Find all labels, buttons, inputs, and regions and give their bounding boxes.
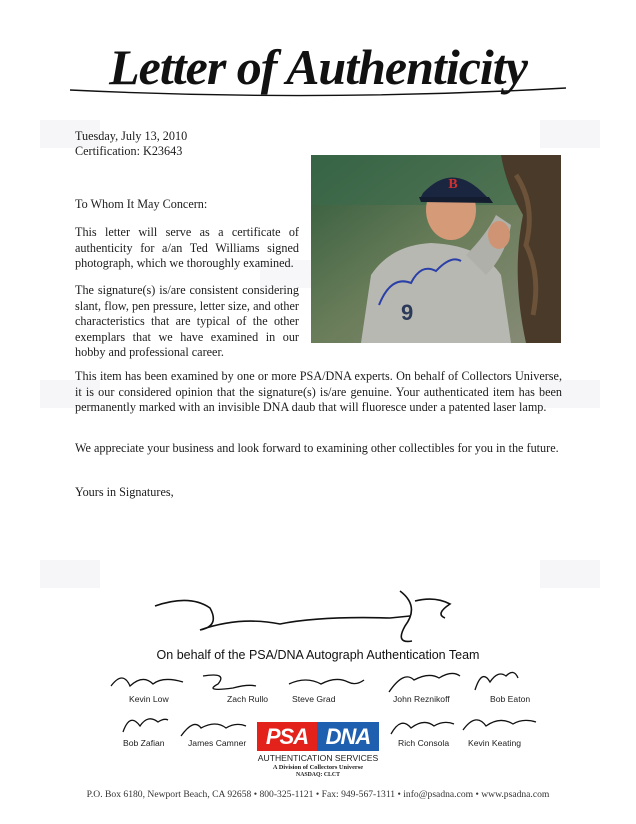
large-signature: [150, 586, 470, 648]
name-steve-grad: Steve Grad: [292, 694, 336, 704]
paragraph-4: We appreciate your business and look forward to examining other collectibles for you in the future.: [75, 441, 559, 455]
signature-bob-zafian: [118, 708, 170, 736]
signature-rich-consola: [386, 712, 456, 738]
nasdaq-line: NASDAQ: CLCT: [296, 772, 340, 778]
name-rich-consola: Rich Consola: [398, 738, 450, 748]
name-john-reznikoff: John Reznikoff: [393, 694, 450, 704]
closing: Yours in Signatures,: [75, 485, 174, 499]
paragraph-1: This letter will serve as a certificate of authenticity for a/an Ted Williams signed photograph, which we thoroughly examined.: [75, 225, 299, 270]
paragraph-2: The signature(s) is/are consistent considering slant, flow, pen pressure, letter size, and other characteristics that are typical of the other exemplars that we have examined in our hobby and professional career.: [75, 283, 299, 359]
svg-text:Letter of Authenticity: Letter of Authenticity: [109, 39, 527, 95]
signature-james-camner: [176, 714, 248, 740]
name-bob-eaton: Bob Eaton: [490, 694, 531, 704]
signature-bob-eaton: [470, 664, 520, 694]
letter-title: [0, 28, 636, 108]
signature-kevin-keating: [458, 710, 538, 738]
signature-steve-grad: [286, 672, 366, 692]
paragraph-3: This item has been examined by one or more PSA/DNA experts. On behalf of Collectors Universe, it is our considered opinion that the signature(s) is/are genuine. Your authenticated item has been permanently marked with an invisible DNA daub that will fluoresce under a patented laser lamp.: [75, 369, 562, 414]
letter-date: Tuesday, July 13, 2010: [75, 129, 188, 143]
svg-text:B: B: [448, 177, 458, 192]
letter-meta: [75, 129, 187, 159]
baseball-player-photo: [311, 155, 561, 343]
certification-number: Certification: K23643: [75, 144, 183, 158]
logo-dna: DNA: [317, 722, 379, 751]
division-line: A Division of Collectors Universe: [272, 764, 364, 771]
signature-kevin-low: [108, 668, 188, 694]
name-bob-zafian: Bob Zafian: [123, 738, 165, 748]
name-zach-rullo: Zach Rullo: [227, 694, 269, 704]
team-heading: On behalf of the PSA/DNA Autograph Authentication Team: [156, 648, 480, 662]
name-kevin-keating: Kevin Keating: [468, 738, 522, 748]
signature-zach-rullo: [198, 670, 260, 694]
salutation: To Whom It May Concern:: [75, 197, 208, 211]
signature-john-reznikoff: [384, 666, 464, 696]
svg-text:9: 9: [401, 300, 414, 325]
name-kevin-low: Kevin Low: [129, 694, 169, 704]
letter-title-script-logo: [0, 28, 636, 108]
name-james-camner: James Camner: [188, 738, 247, 748]
psa-dna-logo: [257, 722, 379, 751]
authentication-services: AUTHENTICATION SERVICES: [257, 753, 379, 763]
footer-contact: P.O. Box 6180, Newport Beach, CA 92658 • 800-325-1121 • Fax: 949-567-1311 • info@psadna.com • www.psadna.com: [86, 789, 550, 800]
logo-psa: PSA: [257, 722, 317, 751]
